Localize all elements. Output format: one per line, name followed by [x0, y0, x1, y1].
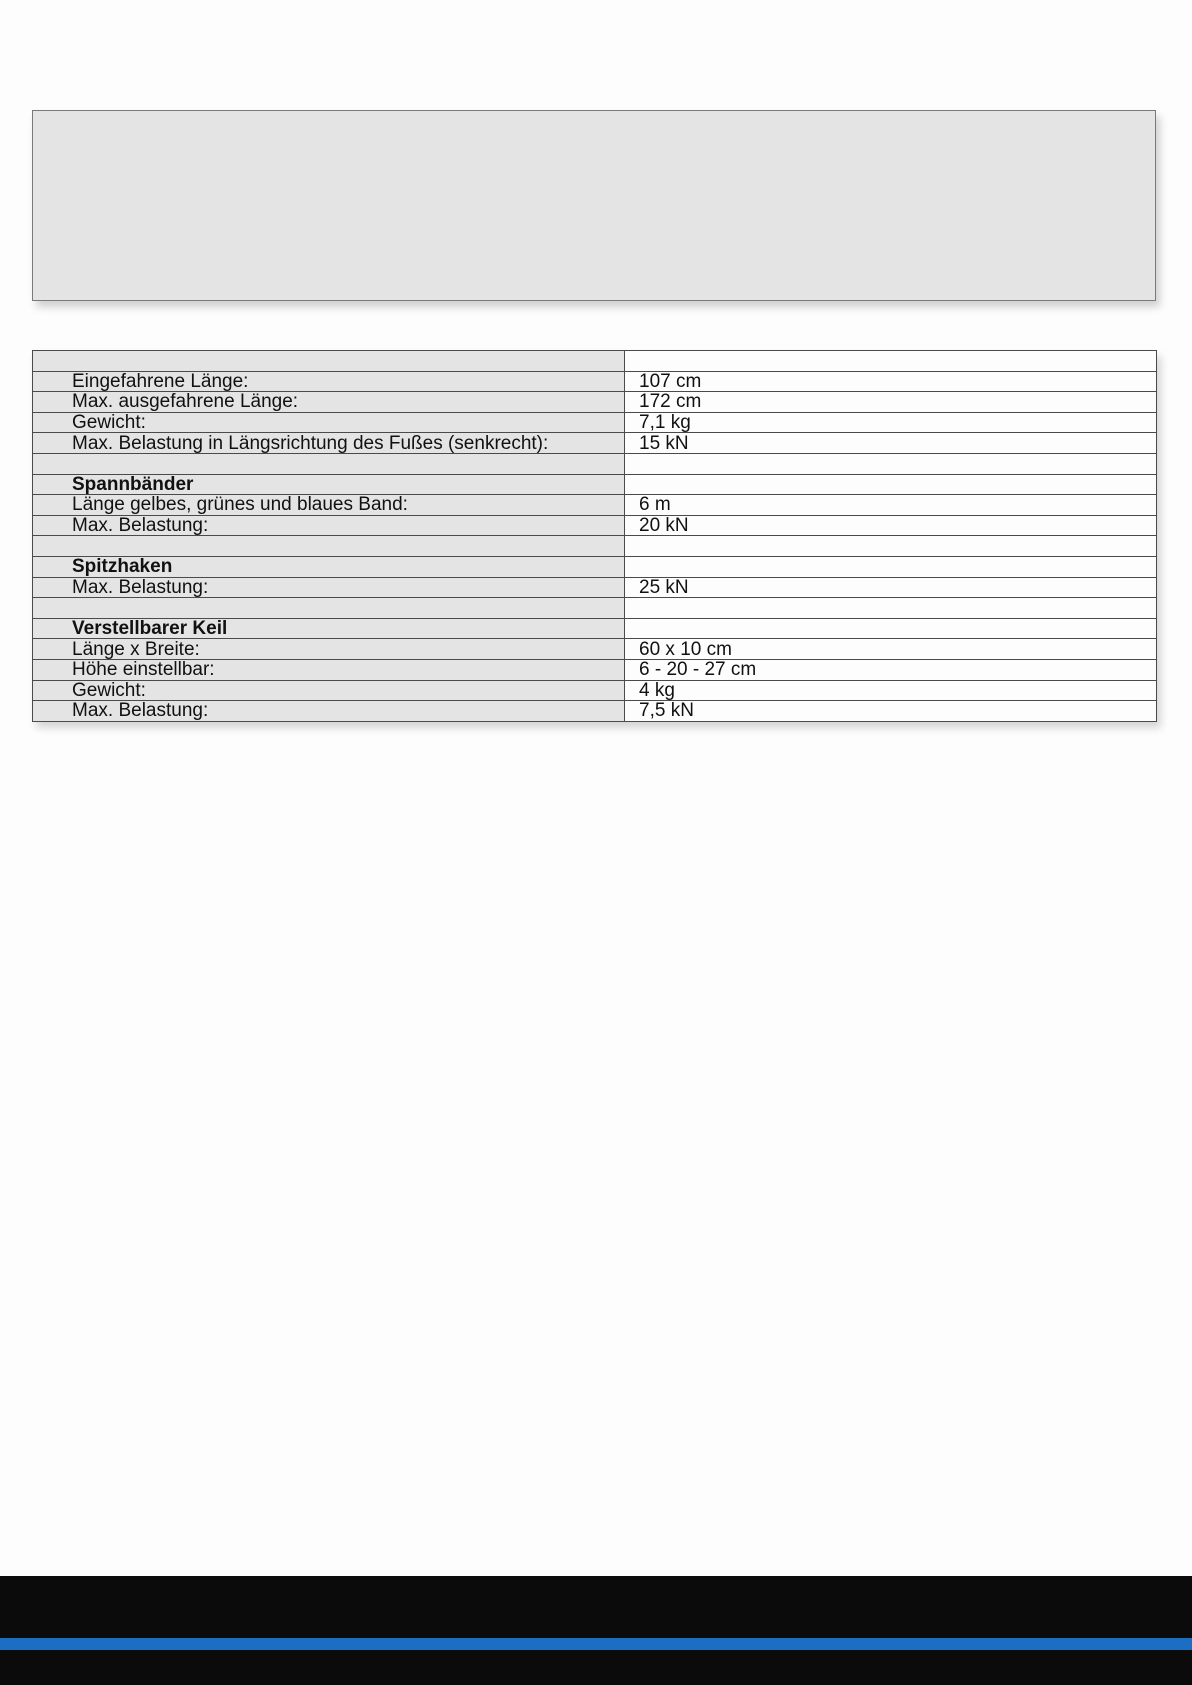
footer-band — [0, 1576, 1192, 1685]
spec-label: Max. Belastung: — [33, 701, 625, 722]
spec-value: 6 - 20 - 27 cm — [625, 659, 1157, 680]
spec-label: Höhe einstellbar: — [33, 659, 625, 680]
spec-label: Eingefahrene Länge: — [33, 371, 625, 392]
spec-value: 25 kN — [625, 577, 1157, 598]
spec-row-blank — [33, 598, 1157, 619]
spec-value — [625, 556, 1157, 577]
spec-value: 6 m — [625, 495, 1157, 516]
spec-row — [33, 412, 1157, 433]
spec-row — [33, 495, 1157, 516]
spec-label: Max. Belastung: — [33, 577, 625, 598]
spec-label — [33, 598, 625, 619]
spec-row — [33, 680, 1157, 701]
spec-row — [33, 639, 1157, 660]
spec-value: 172 cm — [625, 392, 1157, 413]
spec-table-body — [33, 351, 1157, 722]
spec-label: Länge x Breite: — [33, 639, 625, 660]
spec-section-heading: Spannbänder — [33, 474, 625, 495]
spec-label: Gewicht: — [33, 680, 625, 701]
spec-value — [625, 536, 1157, 557]
spec-row — [33, 392, 1157, 413]
spec-row — [33, 515, 1157, 536]
spec-row — [33, 577, 1157, 598]
spec-row — [33, 433, 1157, 454]
spec-value — [625, 351, 1157, 372]
spec-label: Max. ausgefahrene Länge: — [33, 392, 625, 413]
spec-value: 7,1 kg — [625, 412, 1157, 433]
spec-value — [625, 474, 1157, 495]
spec-label: Länge gelbes, grünes und blaues Band: — [33, 495, 625, 516]
spec-value — [625, 598, 1157, 619]
spec-table — [32, 350, 1157, 722]
spec-section-heading: Spitzhaken — [33, 556, 625, 577]
spec-section-heading: Verstellbarer Keil — [33, 618, 625, 639]
info-box — [32, 110, 1156, 301]
spec-label — [33, 351, 625, 372]
spec-label: Max. Belastung: — [33, 515, 625, 536]
spec-row — [33, 701, 1157, 722]
spec-label — [33, 536, 625, 557]
spec-row-blank — [33, 351, 1157, 372]
spec-value: 107 cm — [625, 371, 1157, 392]
spec-section-heading-row — [33, 474, 1157, 495]
spec-value: 4 kg — [625, 680, 1157, 701]
spec-section-heading-row — [33, 618, 1157, 639]
spec-row-blank — [33, 453, 1157, 474]
spec-value — [625, 453, 1157, 474]
spec-value: 60 x 10 cm — [625, 639, 1157, 660]
spec-label: Gewicht: — [33, 412, 625, 433]
spec-row — [33, 659, 1157, 680]
spec-value: 15 kN — [625, 433, 1157, 454]
footer-accent-stripe — [0, 1638, 1192, 1650]
spec-row-blank — [33, 536, 1157, 557]
spec-label — [33, 453, 625, 474]
spec-value — [625, 618, 1157, 639]
spec-value: 7,5 kN — [625, 701, 1157, 722]
spec-section-heading-row — [33, 556, 1157, 577]
spec-row — [33, 371, 1157, 392]
spec-value: 20 kN — [625, 515, 1157, 536]
spec-label: Max. Belastung in Längsrichtung des Fußes (senkrecht): — [33, 433, 625, 454]
